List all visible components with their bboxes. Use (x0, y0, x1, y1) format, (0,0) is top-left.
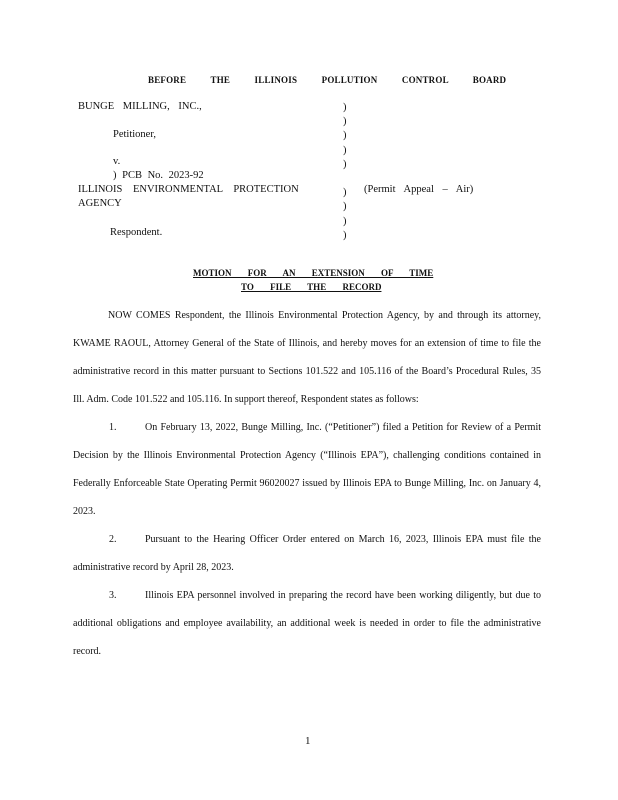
board-title: BEFORE THE ILLINOIS POLLUTION CONTROL BOARD (148, 75, 507, 85)
petitioner-name: BUNGE MILLING, INC., (78, 101, 202, 112)
petitioner-role: Petitioner, (113, 129, 157, 140)
paragraph-2 (73, 526, 541, 582)
intro-paragraph: NOW COMES Respondent, the Illinois Environmental Protection Agency, by and through its attorney, KWAME RAOUL, Attorney General of the State of Illinois, and hereby moves for an extension of time to file the administrative record in this matter pursuant to Sections 101.522 and 105.116 of the Board’s Procedural Rules, 35 Ill. Adm. Code 101.522 and 105.116. In support thereof, Respondent states as follows: (73, 310, 541, 405)
case-number: ) PCB No. 2023-92 (113, 170, 204, 181)
paragraph-1-text: On February 13, 2022, Bunge Milling, Inc. (“Petitioner”) filed a Petition for Review of a Permit Decision by the Illinois Environmental Protection Agency (“Illinois EPA”), challenging conditions contained in Federally Enforceable State Operating Permit 96020027 issued by Illinois EPA to Bunge Milling, Inc. on January 4, 2023. (73, 422, 541, 517)
motion-title-line2: TO FILE THE RECORD (241, 282, 382, 292)
motion-body (73, 302, 541, 666)
paragraph-3-number: 3. (109, 590, 117, 601)
respondent-name-line2: AGENCY (78, 198, 122, 209)
paragraph-3 (73, 582, 541, 666)
paragraph-2-text: Pursuant to the Hearing Officer Order entered on March 16, 2023, Illinois EPA must file the administrative record by April 28, 2023. (73, 534, 541, 573)
page-number: 1 (305, 735, 311, 747)
versus-label: v. (113, 156, 121, 167)
respondent-name-line1: ILLINOIS ENVIRONMENTAL PROTECTION (78, 184, 299, 195)
paragraph-1-number: 1. (109, 422, 117, 433)
paragraph-2-number: 2. (109, 534, 117, 545)
paragraph-3-text: Illinois EPA personnel involved in preparing the record have been working diligently, but due to additional obligations and employee availability, an additional week is needed in order to file the administrative record. (73, 590, 541, 657)
motion-title-line1: MOTION FOR AN EXTENSION OF TIME (193, 268, 434, 278)
paragraph-1 (73, 414, 541, 526)
respondent-role: Respondent. (110, 227, 163, 238)
caption-bracket: ) ) ) ) ) ) ) ) ) (343, 102, 347, 241)
appeal-type: (Permit Appeal – Air) (364, 184, 474, 195)
